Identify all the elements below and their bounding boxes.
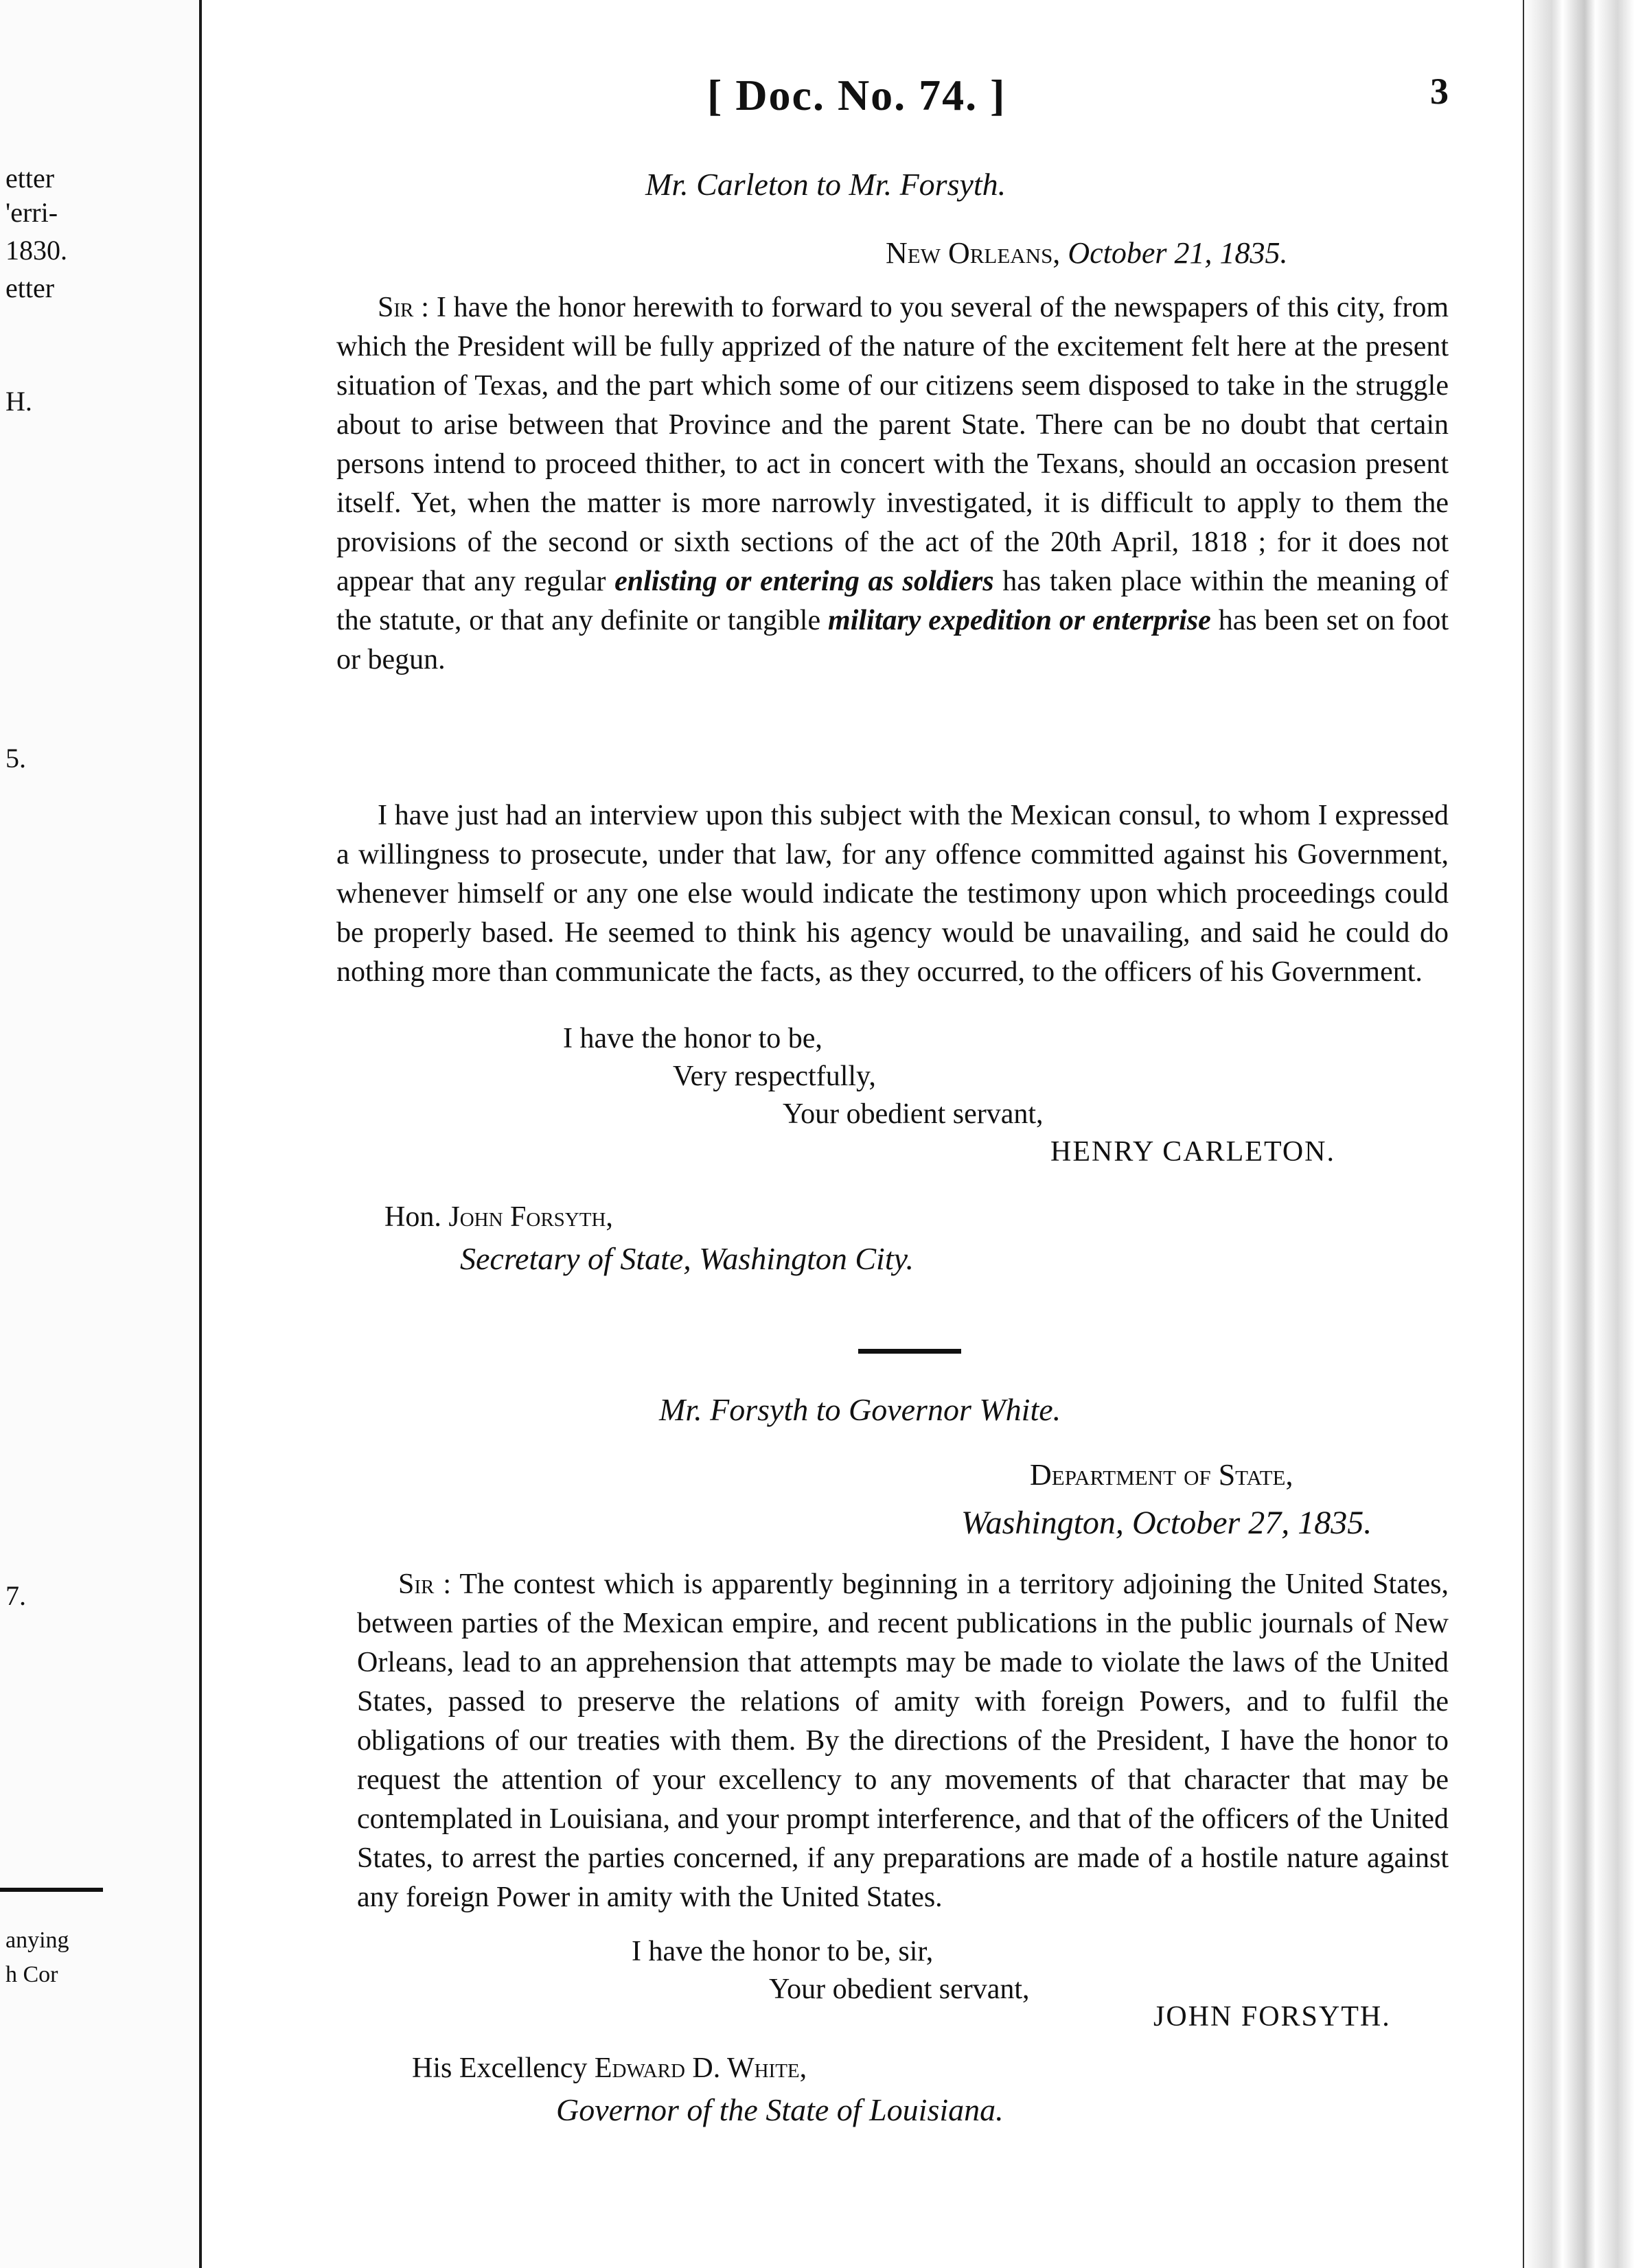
letter1-place: New Orleans, — [886, 236, 1061, 270]
department: Department of State, — [1030, 1458, 1293, 1492]
page-number: 3 — [1430, 71, 1449, 112]
letter1-dateline — [886, 233, 1288, 273]
addressee-name: Edward D. White, — [594, 2052, 807, 2084]
salutation: Sir : — [398, 1569, 452, 1600]
letter2-dateline — [961, 1503, 1372, 1542]
letter1-addressee — [384, 1198, 613, 1237]
margin-fragment: etter — [5, 273, 55, 303]
doc-header: [ Doc. No. 74. ] — [707, 71, 1006, 119]
letter1-p1-text-b: has taken place within the meaning of the statute, or that any definite or tangible — [336, 566, 1449, 636]
letter2-closing-1: I have the honor to be, sir, — [632, 1936, 934, 1967]
book-edge — [1524, 0, 1634, 2268]
letter-separator — [858, 1349, 961, 1354]
letter2-city: Washington, — [961, 1505, 1124, 1541]
letter1-p1-text-a: I have the honor herewith to forward to you several of the newspapers of this city, from which the President will be fully apprized of the nature of the excitement felt here at the present situation of Texas, and the part which some of our citizens seem disposed to take in the struggle about to arise between that Province and the parent State. There can be no doubt that certain persons intend to proceed thither, to act in concert with the Texans, should an occasion present itself. Yet, when the matter is more narrowly investigated, it is difficult to apply to them the provisions of the second or sixth sections of the act of the 20th April, 1818 ; for it does not appear that any regular — [336, 292, 1449, 597]
addressee-name: John Forsyth, — [448, 1201, 613, 1233]
letter2-paragraph-1 — [357, 1565, 1449, 1917]
letter1-signature: HENRY CARLETON. — [1050, 1136, 1336, 1168]
letter1-closing-1: I have the honor to be, — [563, 1023, 822, 1054]
letter2-closing-2: Your obedient servant, — [769, 1974, 1030, 2005]
addressee-prefix: His Excellency — [412, 2052, 588, 2084]
letter2-place — [1030, 1455, 1293, 1494]
margin-fragment: 'erri- — [5, 197, 58, 228]
previous-page-margin — [0, 0, 199, 2268]
letter1-closing-3: Your obedient servant, — [783, 1098, 1044, 1130]
margin-fragment: etter — [5, 163, 55, 194]
letter2-signature: JOHN FORSYTH. — [1153, 2001, 1391, 2033]
margin-fragment: h Cor — [5, 1962, 58, 1987]
letter1-title: Mr. Carleton to Mr. Forsyth. — [645, 167, 1006, 202]
salutation: Sir : — [378, 292, 429, 323]
margin-fragment: anying — [5, 1928, 69, 1953]
letter1-paragraph-1 — [336, 288, 1449, 680]
margin-dash — [0, 1888, 103, 1892]
margin-fragment: 5. — [5, 743, 26, 774]
letter1-addressee-title: Secretary of State, Washington City. — [460, 1241, 914, 1276]
margin-fragment: 1830. — [5, 235, 67, 266]
letter2-addressee — [412, 2049, 807, 2088]
margin-fragment: H. — [5, 386, 32, 417]
letter1-date: October 21, 1835. — [1068, 236, 1288, 270]
letter2-addressee-title: Governor of the State of Louisiana. — [556, 2092, 1004, 2127]
letter2-title: Mr. Forsyth to Governor White. — [659, 1392, 1061, 1427]
letter1-paragraph-2: I have just had an interview upon this subject with the Mexican consul, to whom I expressed a willingness to prosecute, under that law, for any offence committed against his Government, whenever himself or any one else would indicate the testimony upon which proceedings could be properly based. He seemed to think his agency would be unavailing, and said he could do nothing more than communicate the facts, as they occurred, to the officers of his Government. — [336, 800, 1449, 988]
addressee-prefix: Hon. — [384, 1201, 441, 1233]
gutter-line — [199, 0, 202, 2268]
margin-fragment: 7. — [5, 1580, 26, 1611]
letter1-p1-text-c: has been set on foot or begun. — [336, 605, 1449, 675]
letter2-date: October 27, 1835. — [1131, 1505, 1372, 1541]
letter2-p1-text: The contest which is apparently beginning in a territory adjoining the United States, between parties of the Mexican empire, and recent publications in the public journals of New Orleans, lead to an apprehension that attempts may be made to violate the laws of the United States, passed to preserve the relations of amity with foreign Powers, and to fulfil the obligations of our treaties with them. By the directions of the President, I have the honor to request the attention of your excellency to any movements of that character that may be contemplated in Louisiana, and your prompt interference, and that of the officers of the United States, to arrest the parties concerned, if any preparations are made of a hostile nature against any foreign Power in amity with the United States. — [357, 1569, 1449, 1913]
letter1-closing-2: Very respectfully, — [673, 1061, 876, 1092]
letter1-p1-emphasis-1: enlisting or entering as soldiers — [614, 566, 994, 597]
letter1-p1-emphasis-2: military expedition or enterprise — [828, 605, 1211, 636]
